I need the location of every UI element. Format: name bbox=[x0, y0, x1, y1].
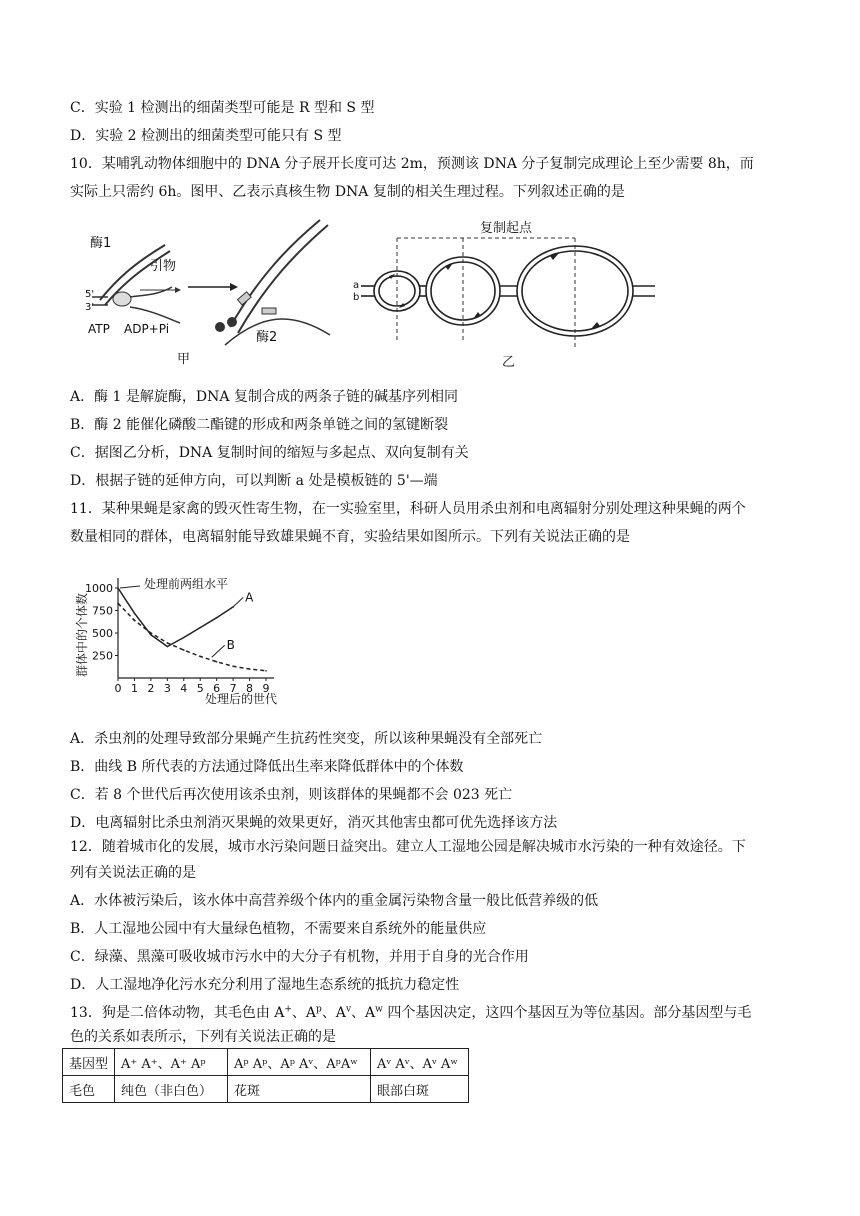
q10-option-c: C．据图乙分析，DNA 复制时间的缩短与多起点、双向复制有关 bbox=[70, 445, 469, 461]
x-tick-label: 6 bbox=[213, 682, 221, 695]
data-point-A bbox=[150, 634, 152, 636]
series-line-B bbox=[118, 603, 266, 671]
x-tick-label: 4 bbox=[180, 682, 188, 695]
data-point-A bbox=[216, 617, 218, 619]
figure-yi bbox=[345, 218, 685, 368]
x-tick-label: 0 bbox=[114, 682, 122, 695]
x-tick-label: 2 bbox=[147, 682, 155, 695]
figure-jia-caption: 甲 bbox=[177, 352, 191, 365]
data-point-B bbox=[150, 632, 152, 634]
x-tick-label: 7 bbox=[229, 682, 237, 695]
table-cell: 花斑 bbox=[228, 1076, 371, 1103]
q10-stem-2: 实际上只需约 6h。图甲、乙表示真核生物 DNA 复制的相关生理过程。下列叙述正确的是 bbox=[70, 184, 625, 200]
data-point-B bbox=[232, 666, 234, 668]
data-point-B bbox=[117, 603, 119, 605]
strand-a-label: a bbox=[353, 280, 360, 291]
q11-option-d: D．电离辐射比杀虫剂消灭果蝇的效果更好，消灭其他害虫都可优先选择该方法 bbox=[70, 815, 558, 831]
q12-option-a: A．水体被污染后，该水体中高营养级个体内的重金属污染物含量一般比低营养级的低 bbox=[70, 893, 599, 909]
x-tick-label: 3 bbox=[163, 682, 171, 695]
adp-label: ADP+Pi bbox=[124, 322, 170, 336]
data-point-B bbox=[183, 649, 185, 651]
three-prime-label: 3' bbox=[85, 302, 95, 313]
q10-option-a: A．酶 1 是解旋酶，DNA 复制合成的两条子链的碱基序列相同 bbox=[70, 389, 458, 405]
y-tick-label: 750 bbox=[92, 604, 113, 618]
x-tick-label: 1 bbox=[130, 682, 138, 695]
q10-option-d: D．根据子链的延伸方向，可以判断 a 处是模板链的 5'—端 bbox=[70, 473, 438, 489]
table-cell: 纯色（非白色） bbox=[115, 1076, 228, 1103]
q11-stem-1: 11．某种果蝇是家禽的毁灭性寄生物，在一实验室里，科研人员用杀虫剂和电离辐射分别处理这种果蝇的两个 bbox=[70, 501, 746, 517]
table-cell: Aᵛ Aᵛ、Aᵛ Aʷ bbox=[371, 1049, 469, 1076]
q10-stem-1: 10．某哺乳动物体细胞中的 DNA 分子展开长度可达 2m，预测该 DNA 分子复制完成理论上至少需要 8h，而 bbox=[70, 156, 754, 172]
data-point-A bbox=[199, 627, 201, 629]
chart-baseline-label: 处理前两组水平 bbox=[144, 577, 229, 591]
baseline-pointer bbox=[120, 586, 140, 588]
q11-option-a: A．杀虫剂的处理导致部分果蝇产生抗药性突变，所以该种果蝇没有全部死亡 bbox=[70, 731, 543, 747]
series-label-A: A bbox=[245, 590, 254, 605]
q11-option-c: C．若 8 个世代后再次使用该杀虫剂，则该群体的果蝇都不会 023 死亡 bbox=[70, 787, 513, 803]
five-prime-label: 5' bbox=[85, 289, 95, 300]
q12-option-d: D．人工湿地净化污水充分利用了湿地生态系统的抵抗力稳定性 bbox=[70, 977, 460, 993]
chart-x-label: 处理后的世代 bbox=[205, 692, 278, 706]
option-c-q9: C．实验 1 检测出的细菌类型可能是 R 型和 S 型 bbox=[70, 100, 375, 116]
q11-option-b: B．曲线 B 所代表的方法通过降低出生率来降低群体中的个体数 bbox=[70, 759, 464, 775]
atp-label: ATP bbox=[88, 322, 110, 336]
genotype-table bbox=[62, 1048, 469, 1103]
table-cell: A⁺ A⁺、A⁺ Aᵖ bbox=[115, 1049, 228, 1076]
table-row bbox=[63, 1049, 469, 1076]
q11-stem-2: 数量相同的群体，电离辐射能导致雄果蝇不育，实验结果如图所示。下列有关说法正确的是 bbox=[70, 529, 630, 545]
q12-option-b: B．人工湿地公园中有大量绿色植物，不需要来自系统外的能量供应 bbox=[70, 921, 487, 937]
q10-option-b: B．酶 2 能催化磷酸二酯键的形成和两条单链之间的氢键断裂 bbox=[70, 417, 449, 433]
origin-label: 复制起点 bbox=[480, 221, 533, 236]
data-point-B bbox=[167, 642, 169, 644]
data-point-A bbox=[167, 646, 169, 648]
table-cell: 眼部白斑 bbox=[371, 1076, 469, 1103]
data-point-B bbox=[216, 661, 218, 663]
data-point-B bbox=[265, 670, 267, 672]
x-tick-label: 5 bbox=[196, 682, 204, 695]
option-d-q9: D．实验 2 检测出的细菌类型可能只有 S 型 bbox=[70, 128, 342, 144]
enzyme2-label: 酶2 bbox=[256, 330, 278, 345]
data-point-B bbox=[199, 656, 201, 658]
data-point-A bbox=[134, 612, 136, 614]
data-point-B bbox=[134, 620, 136, 622]
figure-jia bbox=[80, 215, 350, 365]
table-row bbox=[63, 1076, 469, 1103]
y-tick-label: 250 bbox=[92, 649, 113, 663]
primer-label: 引物 bbox=[150, 259, 177, 274]
q13-stem-2: 色的关系如表所示，下列有关说法正确的是 bbox=[70, 1029, 336, 1045]
data-point-B bbox=[249, 668, 251, 670]
series-line-A bbox=[118, 588, 233, 647]
q12-stem-1: 12．随着城市化的发展，城市水污染问题日益突出。建立人工湿地公园是解决城市水污染的一种有效途径。下 bbox=[70, 839, 746, 855]
series-label-B: B bbox=[226, 638, 235, 653]
y-tick-label: 500 bbox=[92, 627, 113, 640]
table-header-genotype: 基因型 bbox=[63, 1049, 115, 1076]
q12-option-c: C．绿藻、黑藻可吸收城市污水中的大分子有机物，并用于自身的光合作用 bbox=[70, 949, 529, 965]
table-header-color: 毛色 bbox=[63, 1076, 115, 1103]
x-tick-label: 9 bbox=[262, 682, 270, 695]
figure-yi-caption: 乙 bbox=[502, 355, 516, 368]
q13-stem-1: 13．狗是二倍体动物，其毛色由 A+、$A^p$、$A^v$、$A^w$ 四个基因决定，这四个基因互为等位基因。部分基因型与毛 bbox=[70, 1004, 752, 1021]
table-cell: Aᵖ Aᵖ、Aᵖ Aᵛ、AᵖAʷ bbox=[228, 1049, 371, 1076]
x-tick-label: 8 bbox=[246, 682, 254, 695]
series-label-pointer-B bbox=[212, 645, 225, 657]
enzyme1-label: 酶1 bbox=[90, 236, 112, 251]
population-chart bbox=[72, 565, 292, 710]
q12-stem-2: 列有关说法正确的是 bbox=[70, 865, 196, 881]
data-point-A bbox=[117, 587, 119, 589]
strand-b-label: b bbox=[353, 292, 360, 303]
chart-y-label: 群体中的个体数 bbox=[75, 592, 89, 677]
y-tick-label: 1000 bbox=[85, 582, 113, 595]
series-label-pointer-A bbox=[233, 598, 243, 607]
data-point-A bbox=[183, 637, 185, 639]
